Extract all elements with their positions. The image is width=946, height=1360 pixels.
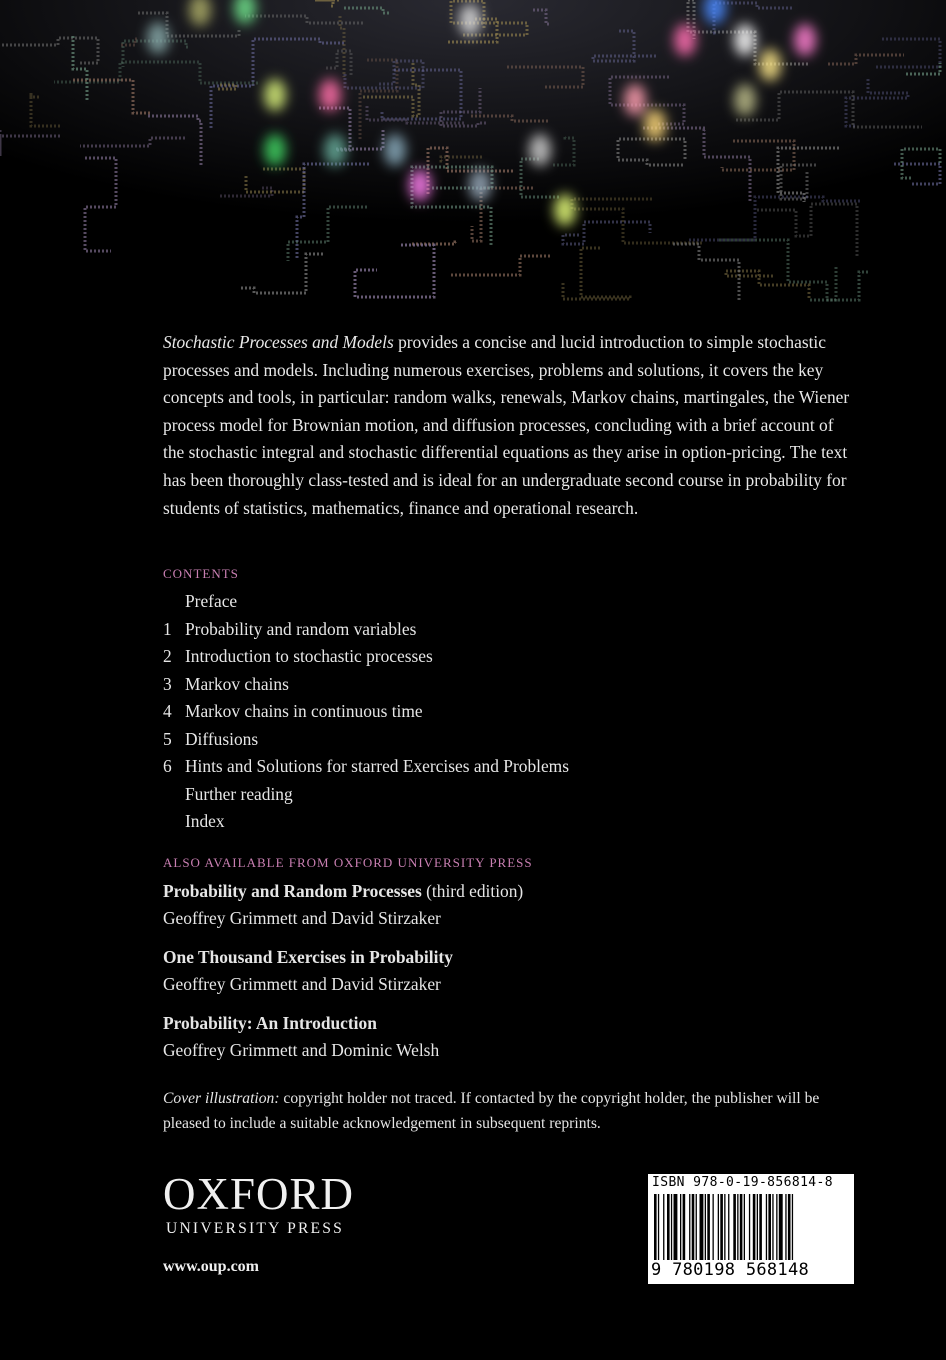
toc-chapter-number: 4 xyxy=(163,701,172,721)
table-of-contents xyxy=(163,588,863,836)
book-title-italic: Stochastic Processes and Models xyxy=(163,332,394,352)
cover-credit-text: copyright holder not traced. If contacted by the copyright holder, the publisher will be pleased to include a suitable acknowledgement in subsequent reprints. xyxy=(163,1090,820,1132)
barcode-bar xyxy=(737,1194,738,1262)
barcode-bar xyxy=(740,1194,743,1262)
barcode-bar xyxy=(728,1194,729,1262)
toc-chapter-title: Markov chains in continuous time xyxy=(185,701,423,721)
related-book-title: Probability: An Introduction xyxy=(163,1013,377,1033)
barcode-bar xyxy=(658,1194,659,1262)
related-book-title-line xyxy=(163,877,863,905)
barcode-bar xyxy=(713,1194,714,1262)
barcode-bar xyxy=(768,1194,771,1262)
barcode-bar xyxy=(705,1194,706,1262)
barcode-bar xyxy=(671,1194,672,1262)
toc-item xyxy=(163,698,863,726)
toc-chapter-number: 2 xyxy=(163,646,172,666)
related-book-authors: Geoffrey Grimmett and David Stirzaker xyxy=(163,908,441,928)
toc-chapter-number: 3 xyxy=(163,673,172,694)
barcode-bar xyxy=(720,1194,723,1262)
description-text: provides a concise and lucid introduction to simple stochastic processes and models. Including numerous exercises, problems and solutions, it covers the key concepts and tools, in particular: random walks, renewals, Markov chains, martingales, the Wiener process model for Brownian motion, and diffusion processes, concluding with a brief account of the stochastic integral and stochastic differential equations as they arise in option-pricing. The text has been thoroughly class-tested and is ideal for an undergraduate second course in probability for students of statistics, mathematics, finance and operational research. xyxy=(163,332,850,518)
light-blob xyxy=(794,24,816,56)
light-blob xyxy=(734,24,756,56)
related-book-title-line xyxy=(163,1009,863,1037)
barcode-bar xyxy=(663,1194,664,1262)
toc-item xyxy=(163,588,863,616)
barcode-bar xyxy=(674,1194,678,1262)
barcode-bar xyxy=(785,1194,786,1262)
related-book-authors: Geoffrey Grimmett and David Stirzaker xyxy=(163,974,441,994)
contents-heading: CONTENTS xyxy=(163,566,239,581)
barcode-bar xyxy=(733,1194,736,1262)
barcode-bar xyxy=(753,1194,756,1262)
light-blob xyxy=(264,79,286,111)
light-blob xyxy=(459,4,481,36)
barcode-bar xyxy=(692,1194,695,1262)
toc-chapter-title: Probability and random variables xyxy=(185,618,417,639)
barcode-bar xyxy=(689,1194,690,1262)
toc-chapter-title: Hints and Solutions for starred Exercises and Problems xyxy=(185,756,569,776)
also-available-heading: ALSO AVAILABLE FROM OXFORD UNIVERSITY PRESS xyxy=(163,855,533,870)
toc-chapter-number: 5 xyxy=(163,728,172,749)
related-book-title-line xyxy=(163,943,863,971)
light-blob xyxy=(759,49,781,81)
barcode-bar xyxy=(744,1194,745,1262)
barcode-bar xyxy=(757,1194,758,1262)
toc-item xyxy=(163,643,863,671)
light-blob xyxy=(264,134,286,166)
barcode-bar xyxy=(667,1194,670,1262)
light-blob xyxy=(409,169,431,201)
related-book-title: One Thousand Exercises in Probability xyxy=(163,947,453,967)
barcode-bar xyxy=(700,1194,704,1262)
related-books-list xyxy=(163,877,863,1075)
light-blob xyxy=(324,134,346,166)
related-book-edition: (third edition) xyxy=(421,881,524,901)
toc-chapter-title: Diffusions xyxy=(185,728,259,749)
barcode-bar xyxy=(776,1194,777,1262)
toc-chapter-title: Further reading xyxy=(185,783,293,804)
barcode-bar xyxy=(749,1194,750,1262)
cover-credit xyxy=(163,1086,843,1136)
barcode-bar xyxy=(680,1194,681,1262)
toc-chapter-title: Introduction to stochastic processes xyxy=(185,646,433,666)
toc-item xyxy=(163,671,863,699)
publisher-website: www.oup.com xyxy=(163,1258,260,1275)
related-book xyxy=(163,877,863,932)
publisher-subname: UNIVERSITY PRESS xyxy=(166,1220,345,1237)
toc-chapter-number: 1 xyxy=(163,618,172,639)
barcode-bar xyxy=(779,1194,783,1262)
barcode-bar xyxy=(683,1194,686,1262)
toc-item xyxy=(163,753,863,781)
related-book xyxy=(163,1009,863,1064)
barcode-bar xyxy=(792,1194,793,1262)
toc-chapter-title: Markov chains xyxy=(185,673,289,694)
related-book xyxy=(163,943,863,998)
barcode-bars xyxy=(650,1194,852,1262)
toc-item xyxy=(163,781,863,809)
light-blob xyxy=(529,134,551,166)
light-blob xyxy=(734,84,756,116)
toc-item xyxy=(163,808,863,836)
barcode-bar xyxy=(707,1194,710,1262)
toc-chapter-title: Index xyxy=(185,811,225,831)
barcode-bar xyxy=(759,1194,762,1262)
light-blob xyxy=(384,134,406,166)
publisher-name: OXFORD xyxy=(163,1169,355,1219)
light-blob xyxy=(469,169,491,201)
related-book-title: Probability and Random Processes xyxy=(163,881,422,901)
toc-chapter-number: 6 xyxy=(163,756,172,776)
barcode-bar xyxy=(654,1194,657,1262)
related-book-authors: Geoffrey Grimmett and Dominic Welsh xyxy=(163,1040,440,1060)
barcode-bar xyxy=(788,1194,791,1262)
cover-illustration xyxy=(0,0,946,320)
barcode-bar xyxy=(718,1194,719,1262)
barcode-bar xyxy=(772,1194,773,1262)
isbn-text: ISBN 978-0-19-856814-8 xyxy=(652,1175,833,1190)
light-blob xyxy=(624,84,646,116)
light-blob xyxy=(147,22,169,54)
barcode-bar xyxy=(766,1194,767,1262)
light-blob xyxy=(554,194,576,226)
description-paragraph xyxy=(163,329,853,522)
light-blob xyxy=(674,24,696,56)
barcode-bar xyxy=(724,1194,725,1262)
toc-chapter-title: Preface xyxy=(185,591,238,611)
toc-item xyxy=(163,726,863,754)
barcode-bar xyxy=(696,1194,697,1262)
oxford-logo xyxy=(163,1169,373,1238)
ean-digits: 9 780198 568148 xyxy=(651,1260,810,1280)
light-blob xyxy=(319,79,341,111)
cover-credit-label: Cover illustration: xyxy=(163,1090,280,1107)
light-blob xyxy=(644,109,666,141)
isbn-barcode xyxy=(648,1174,854,1284)
toc-item xyxy=(163,616,863,644)
